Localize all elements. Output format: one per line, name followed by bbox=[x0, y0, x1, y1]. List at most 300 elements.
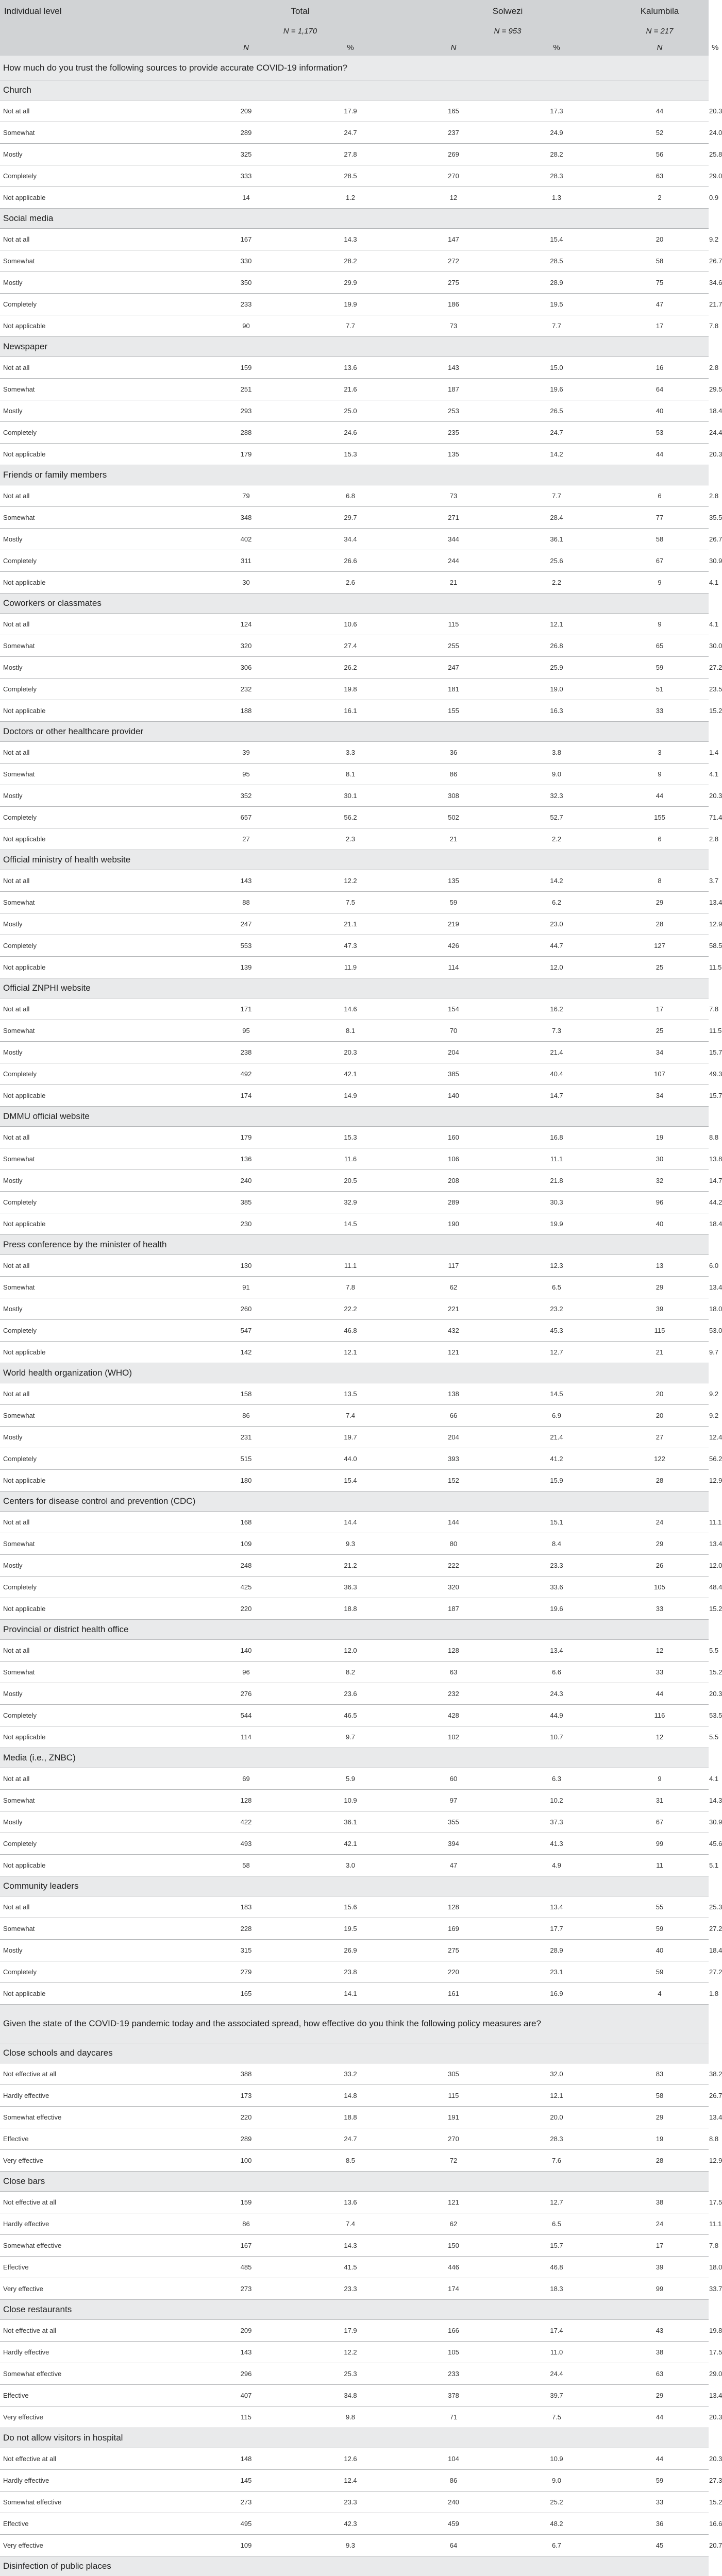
table-cell: 407 bbox=[196, 2385, 296, 2406]
table-cell: 12.1 bbox=[502, 614, 611, 635]
table-cell: 385 bbox=[196, 1192, 296, 1213]
table-cell: 121 bbox=[405, 2192, 502, 2213]
group-header-row bbox=[0, 2300, 709, 2320]
table-cell: 52.7 bbox=[502, 807, 611, 828]
table-cell: 36.3 bbox=[296, 1577, 405, 1598]
table-row: Completely 515 44.0 393 41.2 122 56.2 bbox=[0, 1448, 709, 1470]
table-cell: 9.0 bbox=[502, 764, 611, 785]
table-cell: 378 bbox=[405, 2385, 502, 2406]
table-cell: 28.4 bbox=[502, 507, 611, 529]
row-label: Mostly bbox=[0, 1555, 196, 1577]
row-label: Not at all bbox=[0, 1896, 196, 1918]
table-cell: 385 bbox=[405, 1063, 502, 1085]
table-cell: 14.2 bbox=[502, 870, 611, 892]
table-row: Mostly 231 19.7 204 21.4 27 12.4 bbox=[0, 1427, 709, 1448]
table-cell: 23.1 bbox=[502, 1961, 611, 1983]
table-cell: 165 bbox=[196, 1983, 296, 2005]
table-cell: 238 bbox=[196, 1042, 296, 1063]
table-cell: 95 bbox=[196, 1020, 296, 1042]
table-cell: 139 bbox=[196, 957, 296, 978]
table-row: Not at all 143 12.2 135 14.2 8 3.7 bbox=[0, 870, 709, 892]
table-cell: 12.7 bbox=[502, 2192, 611, 2213]
table-cell: 29.9 bbox=[296, 272, 405, 294]
row-label: Somewhat bbox=[0, 1533, 196, 1555]
table-cell: 10.2 bbox=[502, 1790, 611, 1811]
table-cell: 425 bbox=[196, 1577, 296, 1598]
table-cell: 135 bbox=[405, 444, 502, 465]
table-cell: 21 bbox=[405, 828, 502, 850]
row-label: Somewhat bbox=[0, 892, 196, 913]
table-cell: 145 bbox=[196, 2470, 296, 2492]
table-cell: 495 bbox=[196, 2513, 296, 2535]
row-label: Completely bbox=[0, 422, 196, 444]
table-cell: 33 bbox=[611, 1662, 709, 1683]
table-cell: 56 bbox=[611, 144, 709, 165]
table-row: Not at all 168 14.4 144 15.1 24 11.1 bbox=[0, 1512, 709, 1533]
table-cell: 12.3 bbox=[502, 1255, 611, 1277]
table-cell: 30 bbox=[611, 1148, 709, 1170]
table-cell: 32.9 bbox=[296, 1192, 405, 1213]
group-header-row bbox=[0, 465, 709, 485]
table-cell: 33 bbox=[611, 2492, 709, 2513]
table-row: Mostly 325 27.8 269 28.2 56 25.8 bbox=[0, 144, 709, 165]
row-label: Not at all bbox=[0, 998, 196, 1020]
table-cell: 191 bbox=[405, 2107, 502, 2128]
table-cell: 109 bbox=[196, 2535, 296, 2556]
table-cell: 208 bbox=[405, 1170, 502, 1192]
table-row: Not at all 158 13.5 138 14.5 20 9.2 bbox=[0, 1383, 709, 1405]
table-row: Not applicable 230 14.5 190 19.9 40 18.4 bbox=[0, 1213, 709, 1235]
table-cell: 21.4 bbox=[502, 1042, 611, 1063]
table-cell: 40 bbox=[611, 1213, 709, 1235]
table-cell: 15.4 bbox=[502, 229, 611, 250]
table-cell: 12.2 bbox=[296, 870, 405, 892]
table-cell: 39 bbox=[611, 2257, 709, 2278]
table-cell: 26 bbox=[611, 1555, 709, 1577]
table-cell: 15.9 bbox=[502, 1470, 611, 1492]
table-cell: 86 bbox=[405, 764, 502, 785]
table-cell: 232 bbox=[405, 1683, 502, 1705]
table-cell: 204 bbox=[405, 1042, 502, 1063]
table-cell: 12.1 bbox=[502, 2085, 611, 2107]
table-cell: 306 bbox=[196, 657, 296, 679]
table-row: Not at all 130 11.1 117 12.3 13 6.0 bbox=[0, 1255, 709, 1277]
table-row: Somewhat 228 19.5 169 17.7 59 27.2 bbox=[0, 1918, 709, 1940]
table-cell: 33 bbox=[611, 1598, 709, 1620]
table-cell: 15.7 bbox=[502, 2235, 611, 2257]
table-cell: 171 bbox=[196, 998, 296, 1020]
table-cell: 13.4 bbox=[502, 1896, 611, 1918]
table-cell: 325 bbox=[196, 144, 296, 165]
row-label: Mostly bbox=[0, 272, 196, 294]
header-blank bbox=[0, 23, 196, 39]
table-cell: 352 bbox=[196, 785, 296, 807]
table-row: Somewhat 136 11.6 106 11.1 30 13.8 bbox=[0, 1148, 709, 1170]
table-cell: 140 bbox=[196, 1640, 296, 1662]
table-cell: 161 bbox=[405, 1983, 502, 2005]
table-row: Effective 289 24.7 270 28.3 19 8.8 bbox=[0, 2128, 709, 2150]
table-cell: 59 bbox=[611, 1918, 709, 1940]
table-cell: 96 bbox=[611, 1192, 709, 1213]
table-cell: 296 bbox=[196, 2363, 296, 2385]
group-header-row bbox=[0, 1876, 709, 1896]
table-row: Mostly 260 22.2 221 23.2 39 18.0 bbox=[0, 1298, 709, 1320]
table-row: Not effective at all 159 13.6 121 12.7 38 17.5 bbox=[0, 2192, 709, 2213]
table-cell: 47.3 bbox=[296, 935, 405, 957]
table-cell: 99 bbox=[611, 2278, 709, 2300]
table-cell: 3.8 bbox=[502, 742, 611, 764]
group-header-row bbox=[0, 1363, 709, 1383]
table-cell: 155 bbox=[611, 807, 709, 828]
table-cell: 288 bbox=[196, 422, 296, 444]
table-row: Completely 233 19.9 186 19.5 47 21.7 bbox=[0, 294, 709, 315]
table-cell: 44.9 bbox=[502, 1705, 611, 1726]
table-cell: 34.8 bbox=[296, 2385, 405, 2406]
table-cell: 2.2 bbox=[502, 572, 611, 594]
table-cell: 251 bbox=[196, 379, 296, 400]
table-cell: 19.5 bbox=[502, 294, 611, 315]
table-cell: 393 bbox=[405, 1448, 502, 1470]
table-cell: 36 bbox=[611, 2513, 709, 2535]
table-row: Not applicable 58 3.0 47 4.9 11 5.1 bbox=[0, 1855, 709, 1876]
table-cell: 7.5 bbox=[296, 892, 405, 913]
row-label: Not at all bbox=[0, 614, 196, 635]
table-cell: 44 bbox=[611, 2406, 709, 2428]
table-cell: 14.7 bbox=[502, 1085, 611, 1107]
row-label: Somewhat bbox=[0, 122, 196, 144]
table-cell: 14 bbox=[196, 187, 296, 209]
table-cell: 58 bbox=[611, 250, 709, 272]
table-cell: 230 bbox=[196, 1213, 296, 1235]
table-cell: 142 bbox=[196, 1342, 296, 1363]
table-body bbox=[0, 56, 722, 2576]
table-cell: 102 bbox=[405, 1726, 502, 1748]
table-cell: 28 bbox=[611, 2150, 709, 2172]
table-row: Not applicable 139 11.9 114 12.0 25 11.5 bbox=[0, 957, 709, 978]
table-cell: 260 bbox=[196, 1298, 296, 1320]
table-cell: 99 bbox=[611, 1833, 709, 1855]
table-cell: 58 bbox=[611, 529, 709, 550]
table-cell: 44 bbox=[611, 785, 709, 807]
table-cell: 11 bbox=[611, 1855, 709, 1876]
table-cell: 104 bbox=[405, 2448, 502, 2470]
table-cell: 59 bbox=[405, 892, 502, 913]
table-row: Mostly 293 25.0 253 26.5 40 18.4 bbox=[0, 400, 709, 422]
table-cell: 24.6 bbox=[296, 422, 405, 444]
row-label: Completely bbox=[0, 1320, 196, 1342]
table-cell: 26.6 bbox=[296, 550, 405, 572]
table-cell: 25.0 bbox=[296, 400, 405, 422]
table-cell: 114 bbox=[196, 1726, 296, 1748]
table-row: Not applicable 14 1.2 12 1.3 2 0.9 bbox=[0, 187, 709, 209]
table-row: Mostly 315 26.9 275 28.9 40 18.4 bbox=[0, 1940, 709, 1961]
table-cell: 8.2 bbox=[296, 1662, 405, 1683]
table-cell: 9.3 bbox=[296, 2535, 405, 2556]
table-cell: 253 bbox=[405, 400, 502, 422]
table-cell: 6.7 bbox=[502, 2535, 611, 2556]
group-label: World health organization (WHO) bbox=[0, 1363, 709, 1383]
row-label: Not at all bbox=[0, 1127, 196, 1148]
group-header-row bbox=[0, 2172, 709, 2192]
row-label: Hardly effective bbox=[0, 2342, 196, 2363]
table-cell: 6.6 bbox=[502, 1662, 611, 1683]
header-blank bbox=[0, 39, 196, 56]
table-cell: 209 bbox=[196, 100, 296, 122]
table-cell: 60 bbox=[405, 1768, 502, 1790]
table-cell: 169 bbox=[405, 1918, 502, 1940]
table-cell: 12.0 bbox=[296, 1640, 405, 1662]
table-cell: 220 bbox=[196, 1598, 296, 1620]
table-cell: 66 bbox=[405, 1405, 502, 1427]
row-label: Mostly bbox=[0, 657, 196, 679]
table-cell: 19 bbox=[611, 2128, 709, 2150]
table-cell: 28 bbox=[611, 913, 709, 935]
table-row: Not at all 209 17.9 165 17.3 44 20.3 bbox=[0, 100, 709, 122]
table-cell: 247 bbox=[405, 657, 502, 679]
row-label: Somewhat bbox=[0, 250, 196, 272]
header-sub-n: N bbox=[405, 39, 502, 56]
table-row: Completely 492 42.1 385 40.4 107 49.3 bbox=[0, 1063, 709, 1085]
table-cell: 255 bbox=[405, 635, 502, 657]
table-cell: 37.3 bbox=[502, 1811, 611, 1833]
group-header-row bbox=[0, 2428, 709, 2448]
header-kalumbila-n: N = 217 bbox=[611, 23, 709, 39]
table-cell: 30.3 bbox=[502, 1192, 611, 1213]
table-cell: 12.1 bbox=[296, 1342, 405, 1363]
table-cell: 14.3 bbox=[296, 2235, 405, 2257]
table-cell: 311 bbox=[196, 550, 296, 572]
row-label: Somewhat bbox=[0, 1148, 196, 1170]
table-cell: 58 bbox=[611, 2085, 709, 2107]
table-cell: 72 bbox=[405, 2150, 502, 2172]
table-cell: 222 bbox=[405, 1555, 502, 1577]
table-cell: 348 bbox=[196, 507, 296, 529]
table-cell: 273 bbox=[196, 2278, 296, 2300]
table-cell: 276 bbox=[196, 1683, 296, 1705]
row-label: Somewhat bbox=[0, 1918, 196, 1940]
table-cell: 28.9 bbox=[502, 272, 611, 294]
table-cell: 186 bbox=[405, 294, 502, 315]
table-cell: 9 bbox=[611, 614, 709, 635]
table-cell: 88 bbox=[196, 892, 296, 913]
table-cell: 30.1 bbox=[296, 785, 405, 807]
table-cell: 544 bbox=[196, 1705, 296, 1726]
table-cell: 32.0 bbox=[502, 2063, 611, 2085]
table-cell: 22.2 bbox=[296, 1298, 405, 1320]
table-cell: 121 bbox=[405, 1342, 502, 1363]
row-label: Not at all bbox=[0, 100, 196, 122]
table-cell: 248 bbox=[196, 1555, 296, 1577]
row-label: Somewhat bbox=[0, 507, 196, 529]
row-label: Mostly bbox=[0, 1683, 196, 1705]
table-cell: 19.0 bbox=[502, 679, 611, 700]
row-label: Mostly bbox=[0, 144, 196, 165]
header-n-row bbox=[0, 23, 709, 39]
table-row: Mostly 402 34.4 344 36.1 58 26.7 bbox=[0, 529, 709, 550]
row-label: Somewhat effective bbox=[0, 2492, 196, 2513]
table-cell: 28.3 bbox=[502, 165, 611, 187]
table-cell: 14.5 bbox=[296, 1213, 405, 1235]
table-cell: 15.3 bbox=[296, 444, 405, 465]
table-cell: 2.6 bbox=[296, 572, 405, 594]
row-label: Not at all bbox=[0, 870, 196, 892]
table-cell: 422 bbox=[196, 1811, 296, 1833]
table-row: Effective 485 41.5 446 46.8 39 18.0 bbox=[0, 2257, 709, 2278]
table-cell: 21.4 bbox=[502, 1427, 611, 1448]
table-cell: 270 bbox=[405, 165, 502, 187]
table-cell: 86 bbox=[405, 2470, 502, 2492]
table-cell: 32 bbox=[611, 1170, 709, 1192]
table-cell: 10.9 bbox=[296, 1790, 405, 1811]
table-cell: 432 bbox=[405, 1320, 502, 1342]
table-cell: 23.3 bbox=[502, 1555, 611, 1577]
table-cell: 41.2 bbox=[502, 1448, 611, 1470]
table-cell: 23.6 bbox=[296, 1683, 405, 1705]
table-cell: 26.9 bbox=[296, 1940, 405, 1961]
table-row: Not at all 167 14.3 147 15.4 20 9.2 bbox=[0, 229, 709, 250]
table-cell: 232 bbox=[196, 679, 296, 700]
table-row: Mostly 306 26.2 247 25.9 59 27.2 bbox=[0, 657, 709, 679]
table-cell: 127 bbox=[611, 935, 709, 957]
table-cell: 18.8 bbox=[296, 1598, 405, 1620]
table-cell: 18.8 bbox=[296, 2107, 405, 2128]
row-label: Not applicable bbox=[0, 700, 196, 722]
row-label: Effective bbox=[0, 2385, 196, 2406]
row-label: Mostly bbox=[0, 1427, 196, 1448]
table-row: Not at all 140 12.0 128 13.4 12 5.5 bbox=[0, 1640, 709, 1662]
table-cell: 657 bbox=[196, 807, 296, 828]
table-row: Completely 279 23.8 220 23.1 59 27.2 bbox=[0, 1961, 709, 1983]
table-cell: 13.4 bbox=[502, 1640, 611, 1662]
question-text: How much do you trust the following sources to provide accurate COVID-19 information? bbox=[0, 56, 709, 80]
row-label: Not applicable bbox=[0, 1855, 196, 1876]
row-label: Not applicable bbox=[0, 187, 196, 209]
table-cell: 344 bbox=[405, 529, 502, 550]
table-cell: 7.5 bbox=[502, 2406, 611, 2428]
row-label: Completely bbox=[0, 807, 196, 828]
table-cell: 27.4 bbox=[296, 635, 405, 657]
table-cell: 9.0 bbox=[502, 2470, 611, 2492]
table-cell: 179 bbox=[196, 1127, 296, 1148]
table-cell: 320 bbox=[405, 1577, 502, 1598]
table-cell: 6 bbox=[611, 485, 709, 507]
table-cell: 44 bbox=[611, 444, 709, 465]
table-cell: 9 bbox=[611, 764, 709, 785]
table-row: Not at all 69 5.9 60 6.3 9 4.1 bbox=[0, 1768, 709, 1790]
table-row: Mostly 238 20.3 204 21.4 34 15.7 bbox=[0, 1042, 709, 1063]
table-cell: 29 bbox=[611, 1277, 709, 1298]
group-label: Do not allow visitors in hospital bbox=[0, 2428, 709, 2448]
table-cell: 28.5 bbox=[296, 165, 405, 187]
table-cell: 308 bbox=[405, 785, 502, 807]
table-cell: 355 bbox=[405, 1811, 502, 1833]
table-cell: 19.6 bbox=[502, 379, 611, 400]
row-label: Mostly bbox=[0, 1298, 196, 1320]
table-cell: 90 bbox=[196, 315, 296, 337]
table-row: Completely 288 24.6 235 24.7 53 24.4 bbox=[0, 422, 709, 444]
table-cell: 65 bbox=[611, 635, 709, 657]
row-label: Not applicable bbox=[0, 1470, 196, 1492]
table-cell: 28.3 bbox=[502, 2128, 611, 2150]
table-cell: 36.1 bbox=[296, 1811, 405, 1833]
table-cell: 43 bbox=[611, 2320, 709, 2342]
row-label: Somewhat effective bbox=[0, 2235, 196, 2257]
table-cell: 40.4 bbox=[502, 1063, 611, 1085]
table-row: Somewhat 95 8.1 86 9.0 9 4.1 bbox=[0, 764, 709, 785]
table-row: Very effective 100 8.5 72 7.6 28 12.9 bbox=[0, 2150, 709, 2172]
row-label: Completely bbox=[0, 550, 196, 572]
group-header-row bbox=[0, 337, 709, 357]
table-cell: 26.5 bbox=[502, 400, 611, 422]
table-cell: 187 bbox=[405, 1598, 502, 1620]
table-cell: 240 bbox=[405, 2492, 502, 2513]
table-row: Effective 495 42.3 459 48.2 36 16.6 bbox=[0, 2513, 709, 2535]
group-header-row bbox=[0, 978, 709, 998]
table-cell: 1.2 bbox=[296, 187, 405, 209]
group-header-row bbox=[0, 1492, 709, 1512]
table-cell: 1.3 bbox=[502, 187, 611, 209]
table-cell: 29.7 bbox=[296, 507, 405, 529]
table-cell: 553 bbox=[196, 935, 296, 957]
header-sub-pct: % bbox=[296, 39, 405, 56]
table-cell: 231 bbox=[196, 1427, 296, 1448]
table-cell: 26.2 bbox=[296, 657, 405, 679]
table-cell: 5.9 bbox=[296, 1768, 405, 1790]
table-cell: 67 bbox=[611, 550, 709, 572]
table-cell: 209 bbox=[196, 2320, 296, 2342]
row-label: Not applicable bbox=[0, 1085, 196, 1107]
table-row: Very effective 115 9.8 71 7.5 44 20.3 bbox=[0, 2406, 709, 2428]
table-cell: 19.5 bbox=[296, 1918, 405, 1940]
table-cell: 174 bbox=[196, 1085, 296, 1107]
table-cell: 2.2 bbox=[502, 828, 611, 850]
table-row: Somewhat 348 29.7 271 28.4 77 35.5 bbox=[0, 507, 709, 529]
row-label: Completely bbox=[0, 1577, 196, 1598]
table-cell: 388 bbox=[196, 2063, 296, 2085]
table-cell: 12.2 bbox=[296, 2342, 405, 2363]
table-cell: 158 bbox=[196, 1383, 296, 1405]
table-cell: 17.9 bbox=[296, 100, 405, 122]
table-cell: 23.2 bbox=[502, 1298, 611, 1320]
table-cell: 502 bbox=[405, 807, 502, 828]
table-cell: 44 bbox=[611, 1683, 709, 1705]
group-header-row bbox=[0, 594, 709, 614]
table-cell: 289 bbox=[405, 1192, 502, 1213]
table-cell: 19.7 bbox=[296, 1427, 405, 1448]
table-cell: 190 bbox=[405, 1213, 502, 1235]
table-row: Not effective at all 388 33.2 305 32.0 83 38.2 bbox=[0, 2063, 709, 2085]
table-cell: 13.6 bbox=[296, 357, 405, 379]
table-cell: 64 bbox=[611, 379, 709, 400]
table-row: Not applicable 179 15.3 135 14.2 44 20.3 bbox=[0, 444, 709, 465]
table-cell: 8.4 bbox=[502, 1533, 611, 1555]
table-cell: 117 bbox=[405, 1255, 502, 1277]
table-cell: 27.8 bbox=[296, 144, 405, 165]
table-cell: 12.0 bbox=[502, 957, 611, 978]
row-label: Somewhat bbox=[0, 635, 196, 657]
table-cell: 6.2 bbox=[502, 892, 611, 913]
table-cell: 67 bbox=[611, 1811, 709, 1833]
table-row: Not applicable 180 15.4 152 15.9 28 12.9 bbox=[0, 1470, 709, 1492]
table-row: Completely 547 46.8 432 45.3 115 53.0 bbox=[0, 1320, 709, 1342]
table-cell: 56.2 bbox=[296, 807, 405, 828]
table-cell: 39.7 bbox=[502, 2385, 611, 2406]
table-cell: 107 bbox=[611, 1063, 709, 1085]
table-cell: 180 bbox=[196, 1470, 296, 1492]
table-cell: 7.8 bbox=[296, 1277, 405, 1298]
table-cell: 19 bbox=[611, 1127, 709, 1148]
table-cell: 45.3 bbox=[502, 1320, 611, 1342]
